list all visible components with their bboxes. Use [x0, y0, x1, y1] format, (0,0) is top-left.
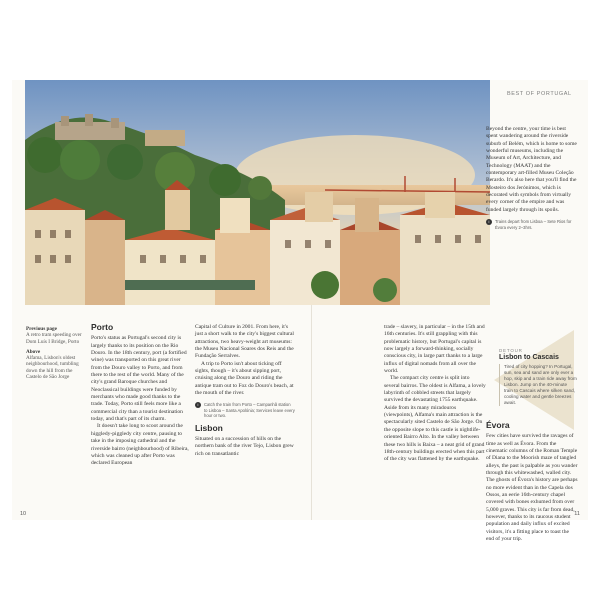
caption-text: A retro tram speeding over Dom Luís I Bridge, Porto [26, 332, 82, 345]
caption-previous-page [26, 326, 88, 345]
caption-label: Previous page [26, 326, 57, 332]
travel-tip-text: Catch the train from Porto – Campanhã station to Lisboa – Santa Apolónia; Services leave every hour or two. [204, 402, 295, 419]
column-belem [486, 126, 578, 236]
porto-paragraph-3: Capital of Culture in 2001. From here, it's just a short walk to the city's biggest cultural attractions, two heavy-weight art museums: the Museu Nacional Soares dos Reis and the Fundação Serralves. [195, 324, 294, 360]
caption-above [26, 349, 88, 380]
evora-paragraph: Few cities have survived the ravages of time as well as Évora. From the cinematic columns of the Roman Temple of Diana to the Moorish maze of tangled alleys, the past is palpable as you wander through this whitewashed, walled city. The ghosts of Évora's history are perhaps no more evident than in the Capela dos Ossos, an eerie 16th-century chapel covered with bones exhumed from over 5,000 graves. This city is far from dead, however, thanks to its raucous student population and daily influx of excited visitors, it's a fitting place to toast the end of your trip. [486, 433, 578, 543]
heading-evora: Évora [486, 420, 510, 430]
page-number-right: 11 [574, 511, 580, 517]
travel-tip-porto [195, 402, 295, 418]
caption-text: Alfama, Lisbon's oldest neighbourhood, tumbling down the hill from the Castelo de São Jorge [26, 355, 79, 381]
lisbon-alfama-photo [25, 80, 490, 305]
lisbon-paragraph-2: trade – slavery, in particular – in the 15th and 16th centuries. It's still grappling with this problematic history, but Portugal's capital is now largely a forward-thinking, socially conscious city, in large part thanks to a large influx of digital nomads from all over the world. [384, 324, 485, 375]
book-spread [12, 80, 588, 543]
travel-tip-evora [486, 219, 578, 230]
detour-tag: DETOUR [499, 348, 523, 353]
detour-box [499, 348, 577, 406]
column-porto-lisbon [195, 324, 295, 458]
info-icon: i [195, 402, 201, 408]
belem-paragraph: Beyond the centre, your time is best spent wandering around the riverside suburb of Belém, which is home to some wonderful museums, including the Museum of Art, Architecture, and Technology (MAAT) and the contemporary art-filled Museu Coleção Berardo. It's also here that you'll find the Mosteiro dos Jerónimos, which is decorated with symbols from virtually every corner of the empire and was funded largely through its spoils. [486, 126, 577, 213]
photo-captions [26, 326, 88, 384]
heading-lisbon: Lisbon [195, 422, 223, 433]
column-lisbon [384, 324, 486, 464]
column-evora [486, 422, 578, 544]
info-icon: i [486, 219, 492, 225]
lisbon-paragraph-3: The compact city centre is split into several bairros. The oldest is Alfama, a lovely labyrinth of cobbled streets that largely survived the devastating 1755 earthquake. Aside from its many miradouros (viewpoints), Alfama's main attraction is the spectacularly sited Castelo de São Jorge. On the opposite slope to this castle is nightlife-oriented Bairro Alto. In the valley between these two hills is Baixa – a neat grid of grand 18th-century buildings erected when this part of the city was flattened by the earthquake. [384, 375, 486, 463]
detour-text: Tired of city hopping? In Portugal, sun, sea and sand are only ever a hop, skip and a train ride away from Lisbon. Jump on the 40-minute train to Cascais where silken sand, cooling water and gentle breezes await. [499, 364, 577, 406]
porto-paragraph-2: It doesn't take long to scoot around the higgledy-piggledy city centre, pausing to take in the imposing cathedral and the riverside bairro (neighbourhood) of Ribeira, which was cleaned up after Porto was declared European [91, 423, 189, 467]
heading-porto: Porto [91, 322, 114, 332]
running-head: BEST OF PORTUGAL [507, 91, 572, 97]
porto-paragraph-4: A trip to Porto isn't about ticking off sights, though – it's about sipping port, cruising along the Douro and riding the antique tram out to Foz do Douro's beach, at the mouth of the river. [195, 360, 294, 397]
caption-label: Above [26, 348, 41, 355]
detour-title: Lisbon to Cascais [499, 354, 559, 361]
travel-tip-text: Trains depart from Lisboa – Sete Rios for Évora every 2–3hrs. [495, 219, 572, 230]
lisbon-paragraph-1: Situated on a succession of hills on the northern bank of the river Tejo, Lisbon grew rich on transatlantic [195, 436, 294, 457]
page-number-left: 10 [20, 511, 27, 517]
porto-paragraph-1: Porto's status as Portugal's second city is largely thanks to its position on the Rio Douro. In the 18th century, port (a fortified wine) was transported on this great river from the Douro valley to Porto, and from there to the rest of the world. Many of the city's grand Baroque churches and Neoclassical buildings were funded by merchants who made good thanks to the trade. Today, Porto still feels more like a commercial city than a tourist destination today, and that's part of its charm. [91, 335, 187, 423]
column-porto [91, 324, 190, 468]
